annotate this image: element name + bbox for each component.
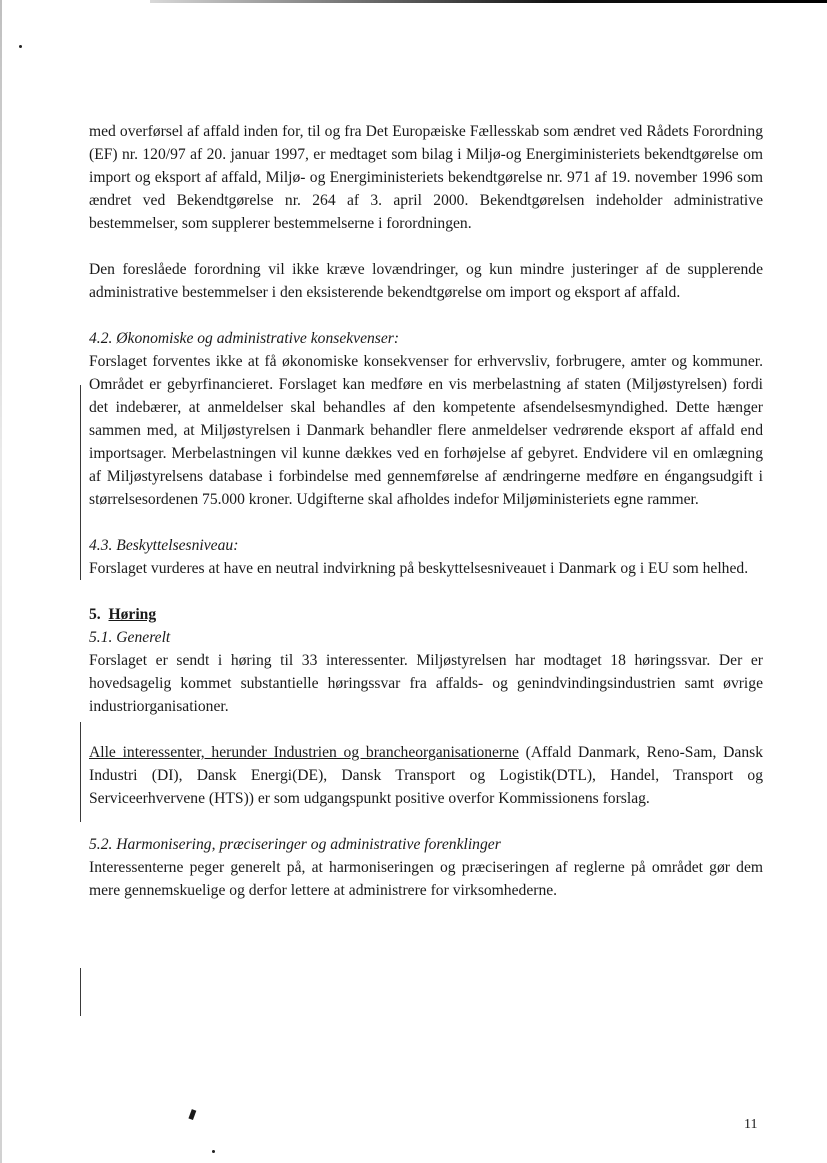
page-number: 11	[744, 1117, 758, 1132]
scan-edge-left	[0, 0, 2, 1163]
scan-ink-mark: ▮	[186, 1105, 199, 1122]
subheading-5-2: 5.2. Harmonisering, præciseringer og administrative forenklinger	[89, 836, 501, 853]
paragraph-4-3: Forslaget vurderes at have en neutral indvirkning på beskyttelsesniveauet i Danmark og i EU som helhed.	[89, 560, 749, 577]
subheading-4-2: 4.2. Økonomiske og administrative konsekvenser:	[89, 330, 400, 347]
margin-change-bar	[80, 722, 81, 822]
paragraph-5-2: Interessenterne peger generelt på, at harmoniseringen og præciseringen af reglerne på området gør dem mere gennemskuelige og derfor lettere at administrere for virksomhederne.	[89, 859, 763, 899]
underlined-text: Alle interessenter, herunder Industrien og brancheorganisationerne	[89, 744, 519, 761]
scan-speck	[19, 45, 22, 48]
scan-edge-top	[150, 0, 827, 3]
margin-change-bar	[80, 385, 81, 580]
paragraph-4-2: Forslaget forventes ikke at få økonomiske konsekvenser for erhvervsliv, forbrugere, amter og kommuner. Området er gebyrfinancieret. Forslaget kan medføre en vis merbelastning af staten (Miljøstyrelsen) fordi det indebærer, at anmeldelser skal behandles af den kompetente afsendelsesmyndighed. Dette hænger sammen med, at Miljøstyrelsen i Danmark behandler flere anmeldelser vedrørende eksport af affald end importsager. Merbelastningen vil kunne dækkes ved en forhøjelse af gebyret. Endvidere vil en omlægning af Miljøstyrelsens database i forbindelse med gennemførelse af ændringerne medføre en éngangsudgift i størrelsesordenen 75.000 kroner. Udgifterne skal afholdes indefor Miljøministeriets egne rammer.	[89, 353, 763, 508]
paragraph-text: (Affald Danmark, Reno-Sam, Dansk Industri (DI), Dansk Energi(DE), Dansk Transport og Logistik(DTL), Handel, Transport og Serviceerhvervene (HTS)) er som udgangspunkt positive overfor Kommissionens forslag.	[89, 744, 763, 807]
margin-change-bar	[80, 968, 81, 1016]
subheading-5-1: 5.1. Generelt	[89, 629, 171, 646]
paragraph-intro-2: Den foreslåede forordning vil ikke kræve lovændringer, og kun mindre justeringer af de supplerende administrative bestemmelser i den eksisterende bekendtgørelse om import og eksport af affald.	[89, 261, 763, 301]
paragraph-5-1-b	[89, 741, 763, 810]
subheading-4-3: 4.3. Beskyttelsesniveau:	[89, 537, 239, 554]
document-body	[89, 120, 763, 902]
scan-speck	[212, 1150, 215, 1153]
section-5-title	[89, 603, 763, 626]
paragraph-5-1: Forslaget er sendt i høring til 33 interessenter. Miljøstyrelsen har modtaget 18 høringssvar. Der er hovedsagelig kommet substantielle høringssvar fra affalds- og genindvindingsindustrien samt øvrige industriorganisationer.	[89, 652, 763, 715]
section-number: 5.	[89, 606, 101, 623]
section-title-text: Høring	[108, 606, 157, 623]
paragraph-intro-1: med overførsel af affald inden for, til og fra Det Europæiske Fællesskab som ændret ved Rådets Forordning (EF) nr. 120/97 af 20. januar 1997, er medtaget som bilag i Miljø-og Energiministeriets bekendtgørelse om import og eksport af affald, Miljø- og Energiministeriets bekendtgørelse nr. 971 af 19. november 1996 som ændret ved Bekendtgørelse nr. 264 af 3. april 2000. Bekendtgørelsen indeholder administrative bestemmelser, som supplerer bestemmelserne i forordningen.	[89, 123, 763, 232]
